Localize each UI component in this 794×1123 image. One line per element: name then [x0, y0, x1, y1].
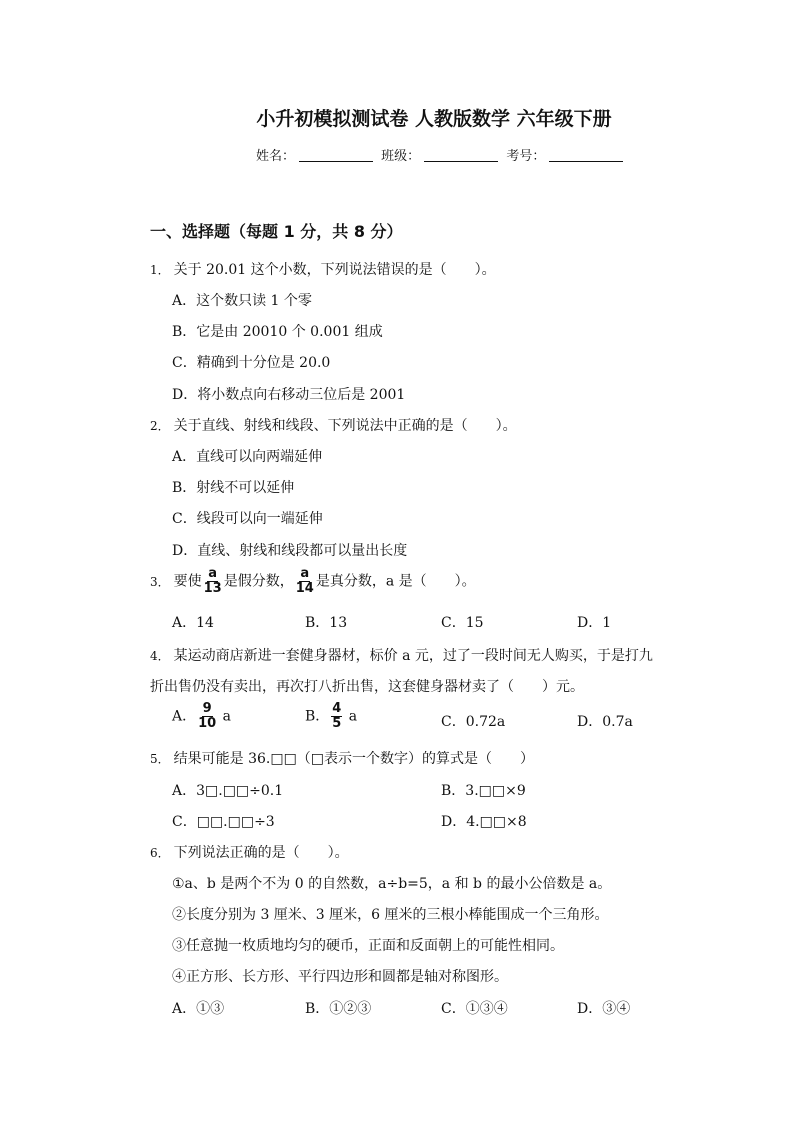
question-4 — [150, 645, 653, 665]
option-label: B． — [305, 708, 330, 725]
class-blank[interactable] — [424, 161, 498, 162]
question-6 — [150, 842, 349, 862]
option-b: B．它是由 20010 个 0.001 组成 — [172, 324, 383, 340]
fraction-a-13 — [204, 567, 222, 596]
option-b — [305, 702, 357, 731]
section-heading: 一、选择题（每题 1 分，共 8 分） — [150, 222, 403, 241]
question-2 — [150, 415, 517, 435]
question-text: 关于直线、射线和线段、下列说法中正确的是（ ）。 — [173, 418, 517, 434]
denominator: 10 — [198, 716, 217, 731]
option-c: C．①③④ — [441, 1001, 508, 1017]
number-label: 考号： — [506, 149, 546, 164]
option-a: A．这个数只读 1 个零 — [172, 293, 312, 309]
denominator: 5 — [332, 716, 342, 731]
option-d: D．将小数点向右移动三位后是 2001 — [172, 387, 406, 403]
option-b: B．①②③ — [305, 1001, 372, 1017]
question-1 — [150, 259, 496, 279]
question-text: 要使 — [173, 573, 202, 590]
name-label: 姓名： — [256, 149, 296, 164]
numerator: a — [300, 566, 310, 581]
numerator: 4 — [332, 701, 342, 716]
option-a: A．①③ — [172, 1001, 225, 1017]
option-d: D．③④ — [577, 1001, 631, 1017]
option-c: C．精确到十分位是 20.0 — [172, 355, 331, 371]
option-a: A．3□.□□÷0.1 — [172, 783, 284, 799]
denominator: 13 — [203, 581, 222, 596]
question-number: 2． — [150, 419, 170, 433]
statement-1: ①a、b 是两个不为 0 的自然数，a÷b=5，a 和 b 的最小公倍数是 a。 — [172, 876, 612, 892]
option-label: A． — [172, 708, 197, 725]
fraction-4-5 — [331, 702, 342, 731]
question-number: 3． — [150, 574, 170, 589]
statement-3: ③任意抛一枚质地均匀的硬币，正面和反面朝上的可能性相同。 — [172, 938, 564, 954]
option-c: C．□□.□□÷3 — [172, 814, 275, 830]
option-b: B．射线不可以延伸 — [172, 480, 295, 496]
numerator: 9 — [202, 701, 212, 716]
question-3 — [150, 567, 476, 596]
number-blank[interactable] — [549, 161, 623, 162]
question-text: 关于 20.01 这个小数，下列说法错误的是（ ）。 — [173, 262, 496, 278]
question-number: 6． — [150, 846, 170, 860]
option-c: C．15 — [441, 615, 484, 631]
option-d: D．直线、射线和线段都可以量出长度 — [172, 543, 408, 559]
question-4-continued: 折出售仍没有卖出，再次打八折出售，这套健身器材卖了（ ）元。 — [150, 679, 584, 695]
option-suffix: a — [348, 708, 358, 725]
question-text: 结果可能是 36.□□（□表示一个数字）的算式是（ ） — [173, 751, 535, 767]
option-a: A．直线可以向两端延伸 — [172, 449, 323, 465]
question-5 — [150, 748, 534, 768]
page-title: 小升初模拟测试卷 人教版数学 六年级下册 — [256, 108, 612, 130]
statement-4: ④正方形、长方形、平行四边形和圆都是轴对称图形。 — [172, 969, 508, 985]
question-text: 某运动商店新进一套健身器材，标价 a 元，过了一段时间无人购买，于是打九 — [173, 648, 653, 664]
question-number: 1． — [150, 263, 170, 277]
option-b: B．3.□□×9 — [441, 783, 526, 799]
numerator: a — [208, 566, 218, 581]
class-label: 班级： — [381, 149, 421, 164]
statement-2: ②长度分别为 3 厘米、3 厘米，6 厘米的三根小棒能围成一个三角形。 — [172, 907, 609, 923]
student-info — [256, 145, 627, 164]
option-a — [172, 702, 231, 731]
option-d: D．4.□□×8 — [441, 814, 527, 830]
option-d: D．1 — [577, 615, 612, 631]
option-c: C．线段可以向一端延伸 — [172, 511, 323, 527]
question-text: 是假分数， — [223, 573, 294, 590]
fraction-a-14 — [296, 567, 314, 596]
question-text: 下列说法正确的是（ ）。 — [173, 845, 349, 861]
option-c: C．0.72a — [441, 714, 506, 730]
fraction-9-10 — [198, 702, 216, 731]
name-blank[interactable] — [299, 161, 373, 162]
question-number: 4． — [150, 649, 170, 663]
question-number: 5． — [150, 752, 170, 766]
option-suffix: a — [222, 708, 232, 725]
option-b: B．13 — [305, 615, 348, 631]
option-a: A．14 — [172, 615, 214, 631]
option-d: D．0.7a — [577, 714, 633, 730]
question-text: 是真分数，a 是（ ）。 — [315, 573, 476, 590]
denominator: 14 — [295, 581, 314, 596]
